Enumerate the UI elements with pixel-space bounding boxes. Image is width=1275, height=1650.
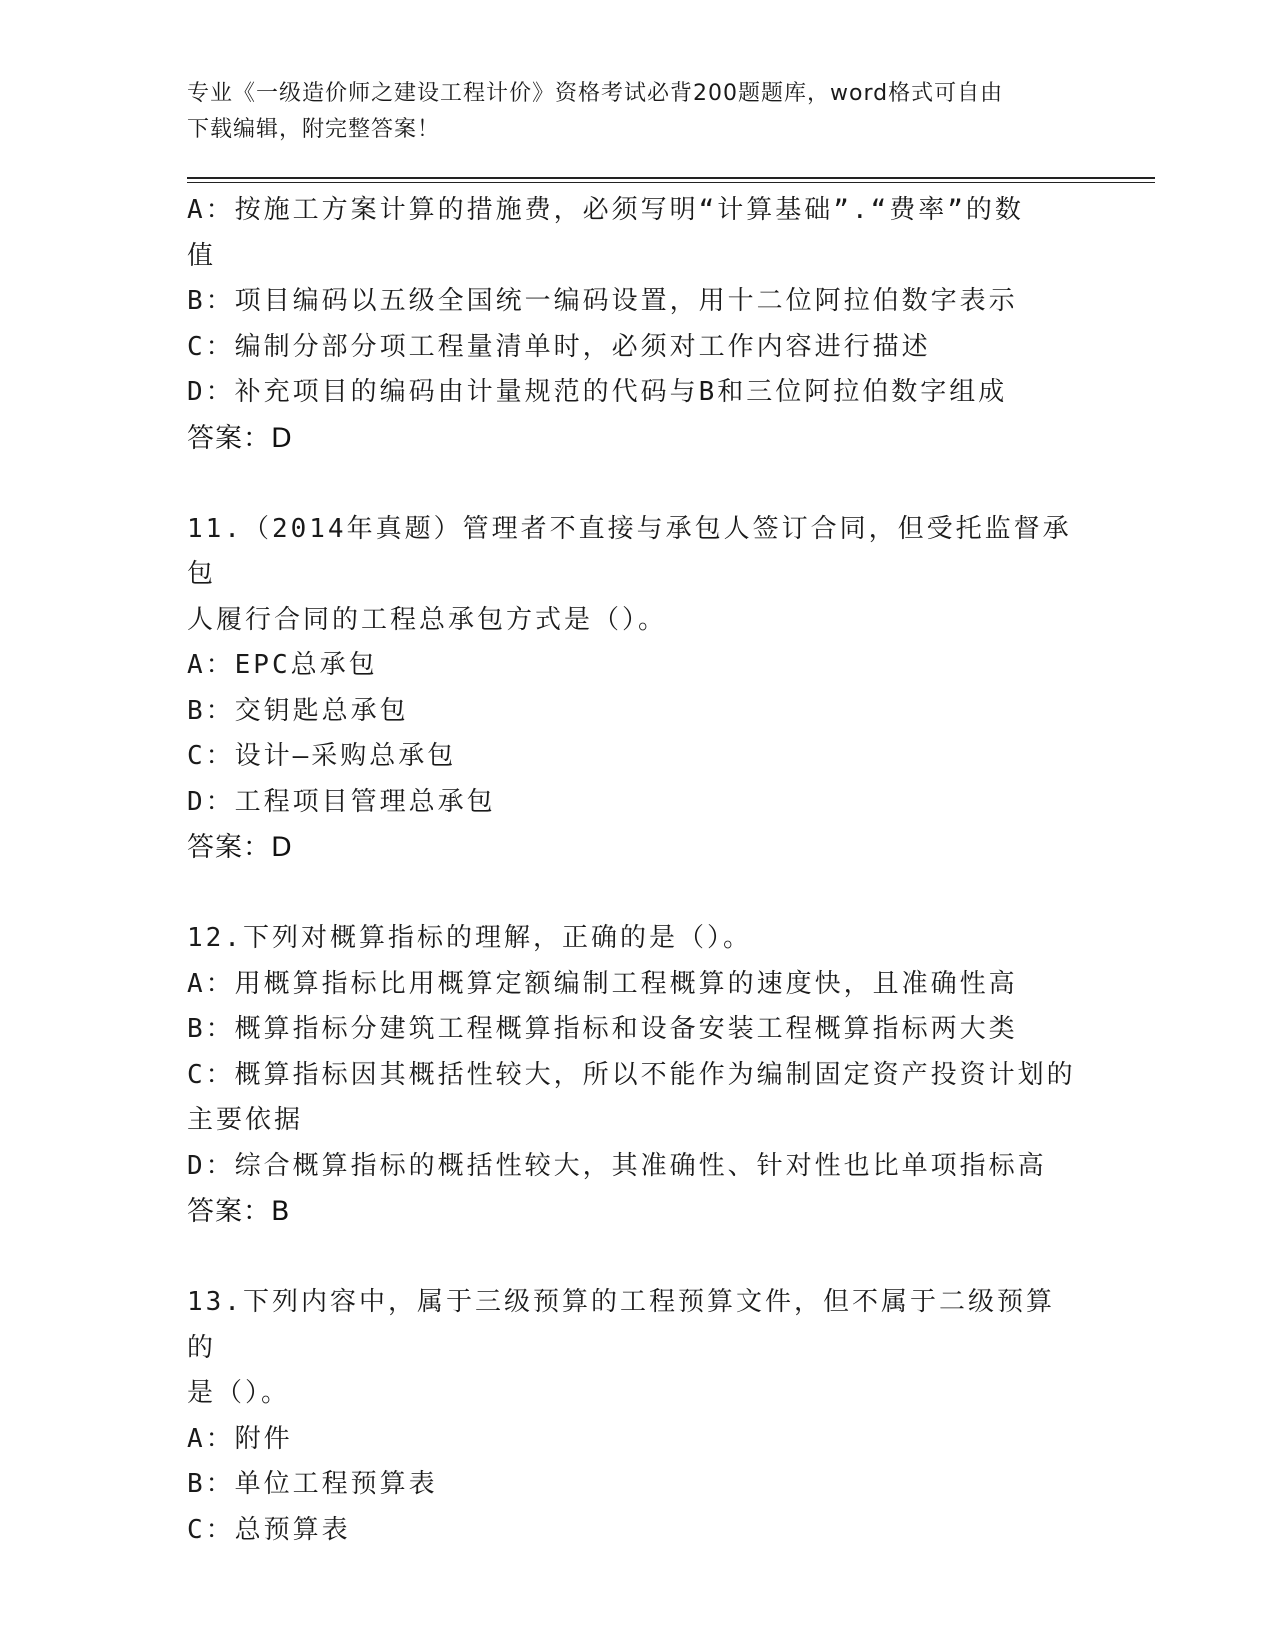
- header-line-2: 下载编辑，附完整答案！: [187, 117, 441, 142]
- option-c-line-1: C：概算指标因其概括性较大，所以不能作为编制固定资产投资计划的: [187, 1059, 1076, 1090]
- answer: 答案：B: [187, 1196, 291, 1227]
- spacer: [187, 871, 1077, 917]
- option-a: A：EPC总承包: [187, 650, 378, 680]
- option-d: D：综合概算指标的概括性较大，其准确性、针对性也比单项指标高: [187, 1150, 1047, 1181]
- question-11: [187, 507, 1077, 871]
- answer: 答案：D: [187, 832, 293, 863]
- question-content: [187, 188, 1077, 1553]
- option-d: D：补充项目的编码由计量规范的代码与B和三位阿拉伯数字组成: [187, 377, 1008, 407]
- header-divider: [187, 177, 1155, 184]
- header-line-1: 专业《一级造价师之建设工程计价》资格考试必背200题题库，word格式可自由: [187, 81, 1004, 106]
- option-a-line-1: A：按施工方案计算的措施费，必须写明“计算基础”.“费率”的数: [187, 195, 1024, 225]
- document-header: [187, 76, 1067, 148]
- option-b: B：项目编码以五级全国统一编码设置，用十二位阿拉伯数字表示: [187, 286, 1018, 316]
- question-10-options: [187, 188, 1077, 461]
- option-d: D：工程项目管理总承包: [187, 786, 496, 817]
- question-stem-line-2: 人履行合同的工程总承包方式是（）。: [187, 604, 668, 635]
- spacer: [187, 1235, 1077, 1281]
- option-c-line-2: 主要依据: [187, 1105, 304, 1135]
- spacer: [187, 461, 1077, 507]
- question-stem-line-1: 13.下列内容中，属于三级预算的工程预算文件，但不属于二级预算的: [187, 1287, 1055, 1363]
- option-b: B：单位工程预算表: [187, 1469, 438, 1499]
- question-13: [187, 1280, 1077, 1553]
- answer: 答案：D: [187, 422, 293, 454]
- option-c: C：编制分部分项工程量清单时，必须对工作内容进行描述: [187, 331, 931, 362]
- option-c: C：总预算表: [187, 1514, 351, 1545]
- header-divider-thin: [187, 182, 1155, 183]
- option-b: B：交钥匙总承包: [187, 695, 409, 726]
- question-stem-line-1: 11.（2014年真题）管理者不直接与承包人签订合同，但受托监督承包: [187, 513, 1072, 589]
- question-stem: 12.下列对概算指标的理解，正确的是（）。: [187, 923, 752, 953]
- option-a: A：附件: [187, 1423, 293, 1454]
- question-stem-line-2: 是（）。: [187, 1378, 291, 1408]
- question-12: [187, 916, 1077, 1235]
- header-divider-thick: [187, 177, 1155, 179]
- option-c: C：设计—采购总承包: [187, 741, 457, 771]
- option-b: B：概算指标分建筑工程概算指标和设备安装工程概算指标两大类: [187, 1014, 1018, 1044]
- option-a-line-2: 值: [187, 240, 217, 271]
- option-a: A：用概算指标比用概算定额编制工程概算的速度快，且准确性高: [187, 968, 1018, 999]
